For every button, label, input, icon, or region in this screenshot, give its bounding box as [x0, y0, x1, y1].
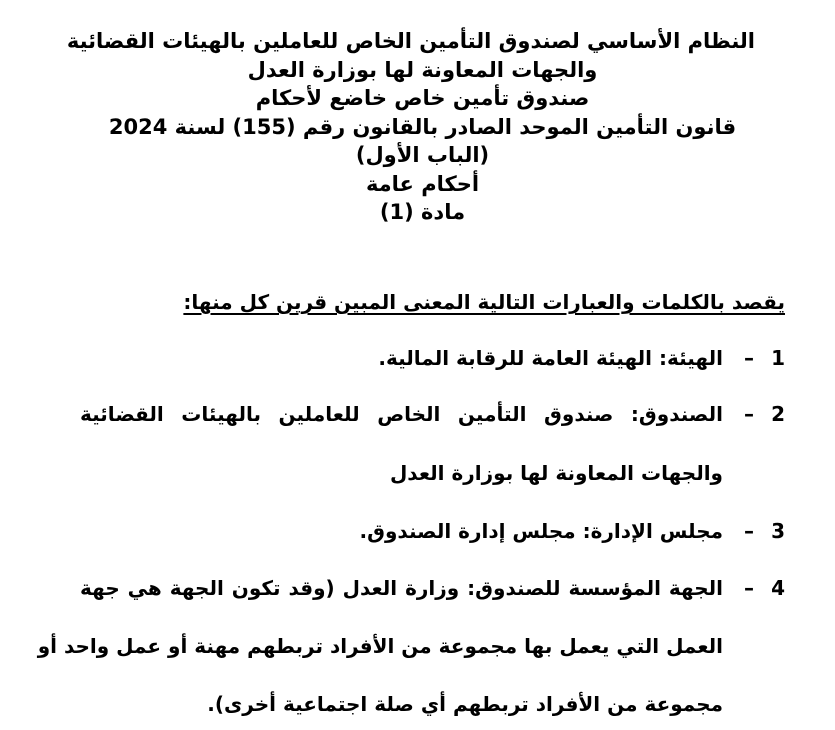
item-text: [37, 574, 723, 718]
definition-item-4: [37, 574, 785, 718]
header-fund-type: صندوق تأمين خاص خاضع لأحكام: [255, 86, 590, 110]
item-line: العمل التي يعمل بها مجموعة من الأفراد تربطهم مهنة أو عمل واحد أو: [37, 634, 723, 658]
item-dash: –: [744, 402, 754, 426]
definitions-intro: يقصد بالكلمات والعبارات التالية المعنى المبين قرين كل منها:: [183, 290, 785, 314]
document-header: [66, 27, 755, 227]
item-dash: –: [744, 519, 754, 543]
header-title-line-1: النظام الأساسي لصندوق التأمين الخاص للعاملين بالهيئات القضائية: [66, 29, 755, 53]
header-law-reference: قانون التأمين الموحد الصادر بالقانون رقم (155) لسنة 2024: [108, 114, 737, 139]
item-dash: –: [744, 346, 754, 370]
item-line: الصندوق: صندوق التأمين الخاص للعاملين بالهيئات القضائية: [80, 402, 723, 426]
definition-item-1: [80, 344, 785, 372]
item-line: مجموعة من الأفراد تربطهم أي صلة اجتماعية أخرى).: [207, 692, 723, 716]
item-number: 1: [771, 346, 785, 370]
item-text: [80, 517, 723, 545]
item-number: 4: [771, 576, 785, 600]
item-number: 3: [771, 519, 785, 543]
header-article-number: مادة (1): [379, 200, 466, 224]
definition-item-2: [80, 400, 785, 487]
item-text: [80, 344, 723, 372]
item-text: [80, 400, 723, 487]
header-title-line-2: والجهات المعاونة لها بوزارة العدل: [247, 57, 598, 82]
definition-item-3: [80, 517, 785, 545]
header-section-title: أحكام عامة: [365, 171, 480, 196]
item-line: والجهات المعاونة لها بوزارة العدل: [389, 461, 723, 485]
item-line: الهيئة: الهيئة العامة للرقابة المالية.: [378, 346, 723, 370]
item-dash: –: [744, 576, 754, 600]
item-number: 2: [771, 402, 785, 426]
item-line: الجهة المؤسسة للصندوق: وزارة العدل (وقد تكون الجهة هي جهة: [80, 576, 723, 600]
header-chapter: (الباب الأول): [355, 143, 490, 167]
item-line: مجلس الإدارة: مجلس إدارة الصندوق.: [359, 519, 723, 543]
